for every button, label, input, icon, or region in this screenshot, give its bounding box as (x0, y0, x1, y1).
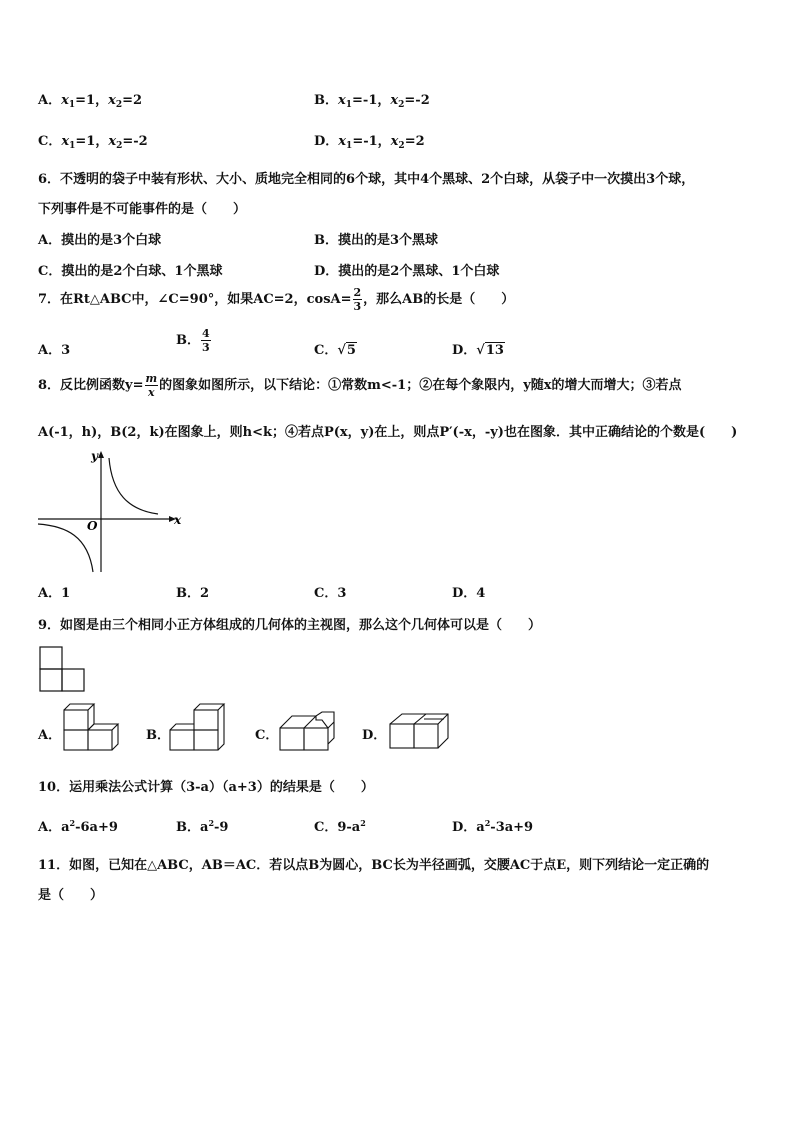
q10-option-c: C．$9-a^2$ (314, 818, 366, 835)
q9-option-c-figure (278, 710, 338, 754)
q5-option-a: A．$x_1=1$，$x_2=2$ (38, 93, 143, 110)
curve-quadrant-1 (109, 458, 158, 514)
q9-option-d-figure (388, 712, 452, 754)
q5-option-c: C．$x_1=1$，$x_2=-2$ (38, 134, 148, 151)
q9-option-b-figure (168, 702, 234, 754)
q6-stem-line1: 6．不透明的袋子中装有形状、大小、质地完全相同的6个球，其中4个黑球、2个白球，从袋子中一次摸出3个球， (38, 172, 695, 187)
sqrt-13: √13 (476, 343, 504, 358)
sqrt-5: √5 (337, 343, 356, 358)
q10-option-b: B．$a^2-9$ (176, 818, 229, 835)
q5-option-d: D．$x_1=-1$，$x_2=2$ (314, 134, 425, 151)
q8-option-a: A．1 (38, 586, 71, 601)
q5-option-b: B．$x_1=-1$，$x_2=-2$ (314, 93, 430, 110)
q8-option-d: D．4 (452, 586, 486, 601)
hyperbola-graph (36, 448, 186, 576)
q7-option-b: B． $\frac{4}{3}$ (176, 327, 210, 354)
q6-option-b: B．摸出的是3个黑球 (314, 233, 439, 248)
cos-fraction: $\frac{2}{3}$ (353, 286, 362, 313)
q7-option-a: A．3 (38, 343, 71, 358)
q10-stem: 10．运用乘法公式计算（3-a）（a+3）的结果是（ ） (38, 780, 374, 795)
q9-option-d: D． (362, 728, 387, 743)
q11-stem-line2: 是（ ） (38, 888, 104, 903)
curve-quadrant-3 (38, 524, 93, 572)
q9-option-a: A． (38, 728, 62, 743)
q7-stem: 7．在Rt△ABC中，∠C=90°，如果AC=2，cosA= $\frac{2}{3}$ ，那么AB的长是（ ） (38, 286, 515, 313)
front-view-figure (38, 645, 88, 693)
q9-stem: 9．如图是由三个相同小正方体组成的几何体的主视图，那么这个几何体可以是（ ） (38, 618, 542, 633)
q9-option-a-figure (60, 702, 122, 754)
q10-option-d: D．$a^2-3a+9$ (452, 818, 534, 835)
q8-stem-line2: A(-1，h)，B(2，k)在图象上，则h<k；④若点P(x，y)在上，则点P′(-x，-y)也在图象．其中正确结论的个数是( ) (38, 425, 738, 440)
x-label: x (174, 513, 182, 527)
q6-option-c: C．摸出的是2个白球、1个黑球 (38, 264, 223, 279)
q10-option-a: A．$a^2-6a+9$ (38, 818, 118, 835)
q8-option-b: B．2 (176, 586, 210, 601)
q6-stem-line2: 下列事件是不可能事件的是（ ） (38, 202, 247, 217)
q11-stem-line1: 11．如图，已知在△ABC，AB＝AC．若以点B为圆心，BC长为半径画弧，交腰AC于点E，则下列结论一定正确的 (38, 858, 710, 873)
q7-option-c: C．√5 (314, 343, 356, 358)
q6-option-d: D．摸出的是2个黑球、1个白球 (314, 264, 500, 279)
q8-option-c: C．3 (314, 586, 347, 601)
q6-option-a: A．摸出的是3个白球 (38, 233, 162, 248)
y-axis-arrow (98, 451, 104, 458)
q7-option-d: D．√13 (452, 343, 504, 358)
q9-option-b: B． (146, 728, 170, 743)
y-label: y (91, 449, 98, 463)
origin-label: O (87, 519, 98, 533)
q8-stem-line1: 8．反比例函数y= $\frac{m}{x}$ 的图象如图所示，以下结论：①常数m<-1；②在每个象限内，y随x的增大而增大；③若点 (38, 372, 682, 399)
q9-option-c: C． (255, 728, 279, 743)
